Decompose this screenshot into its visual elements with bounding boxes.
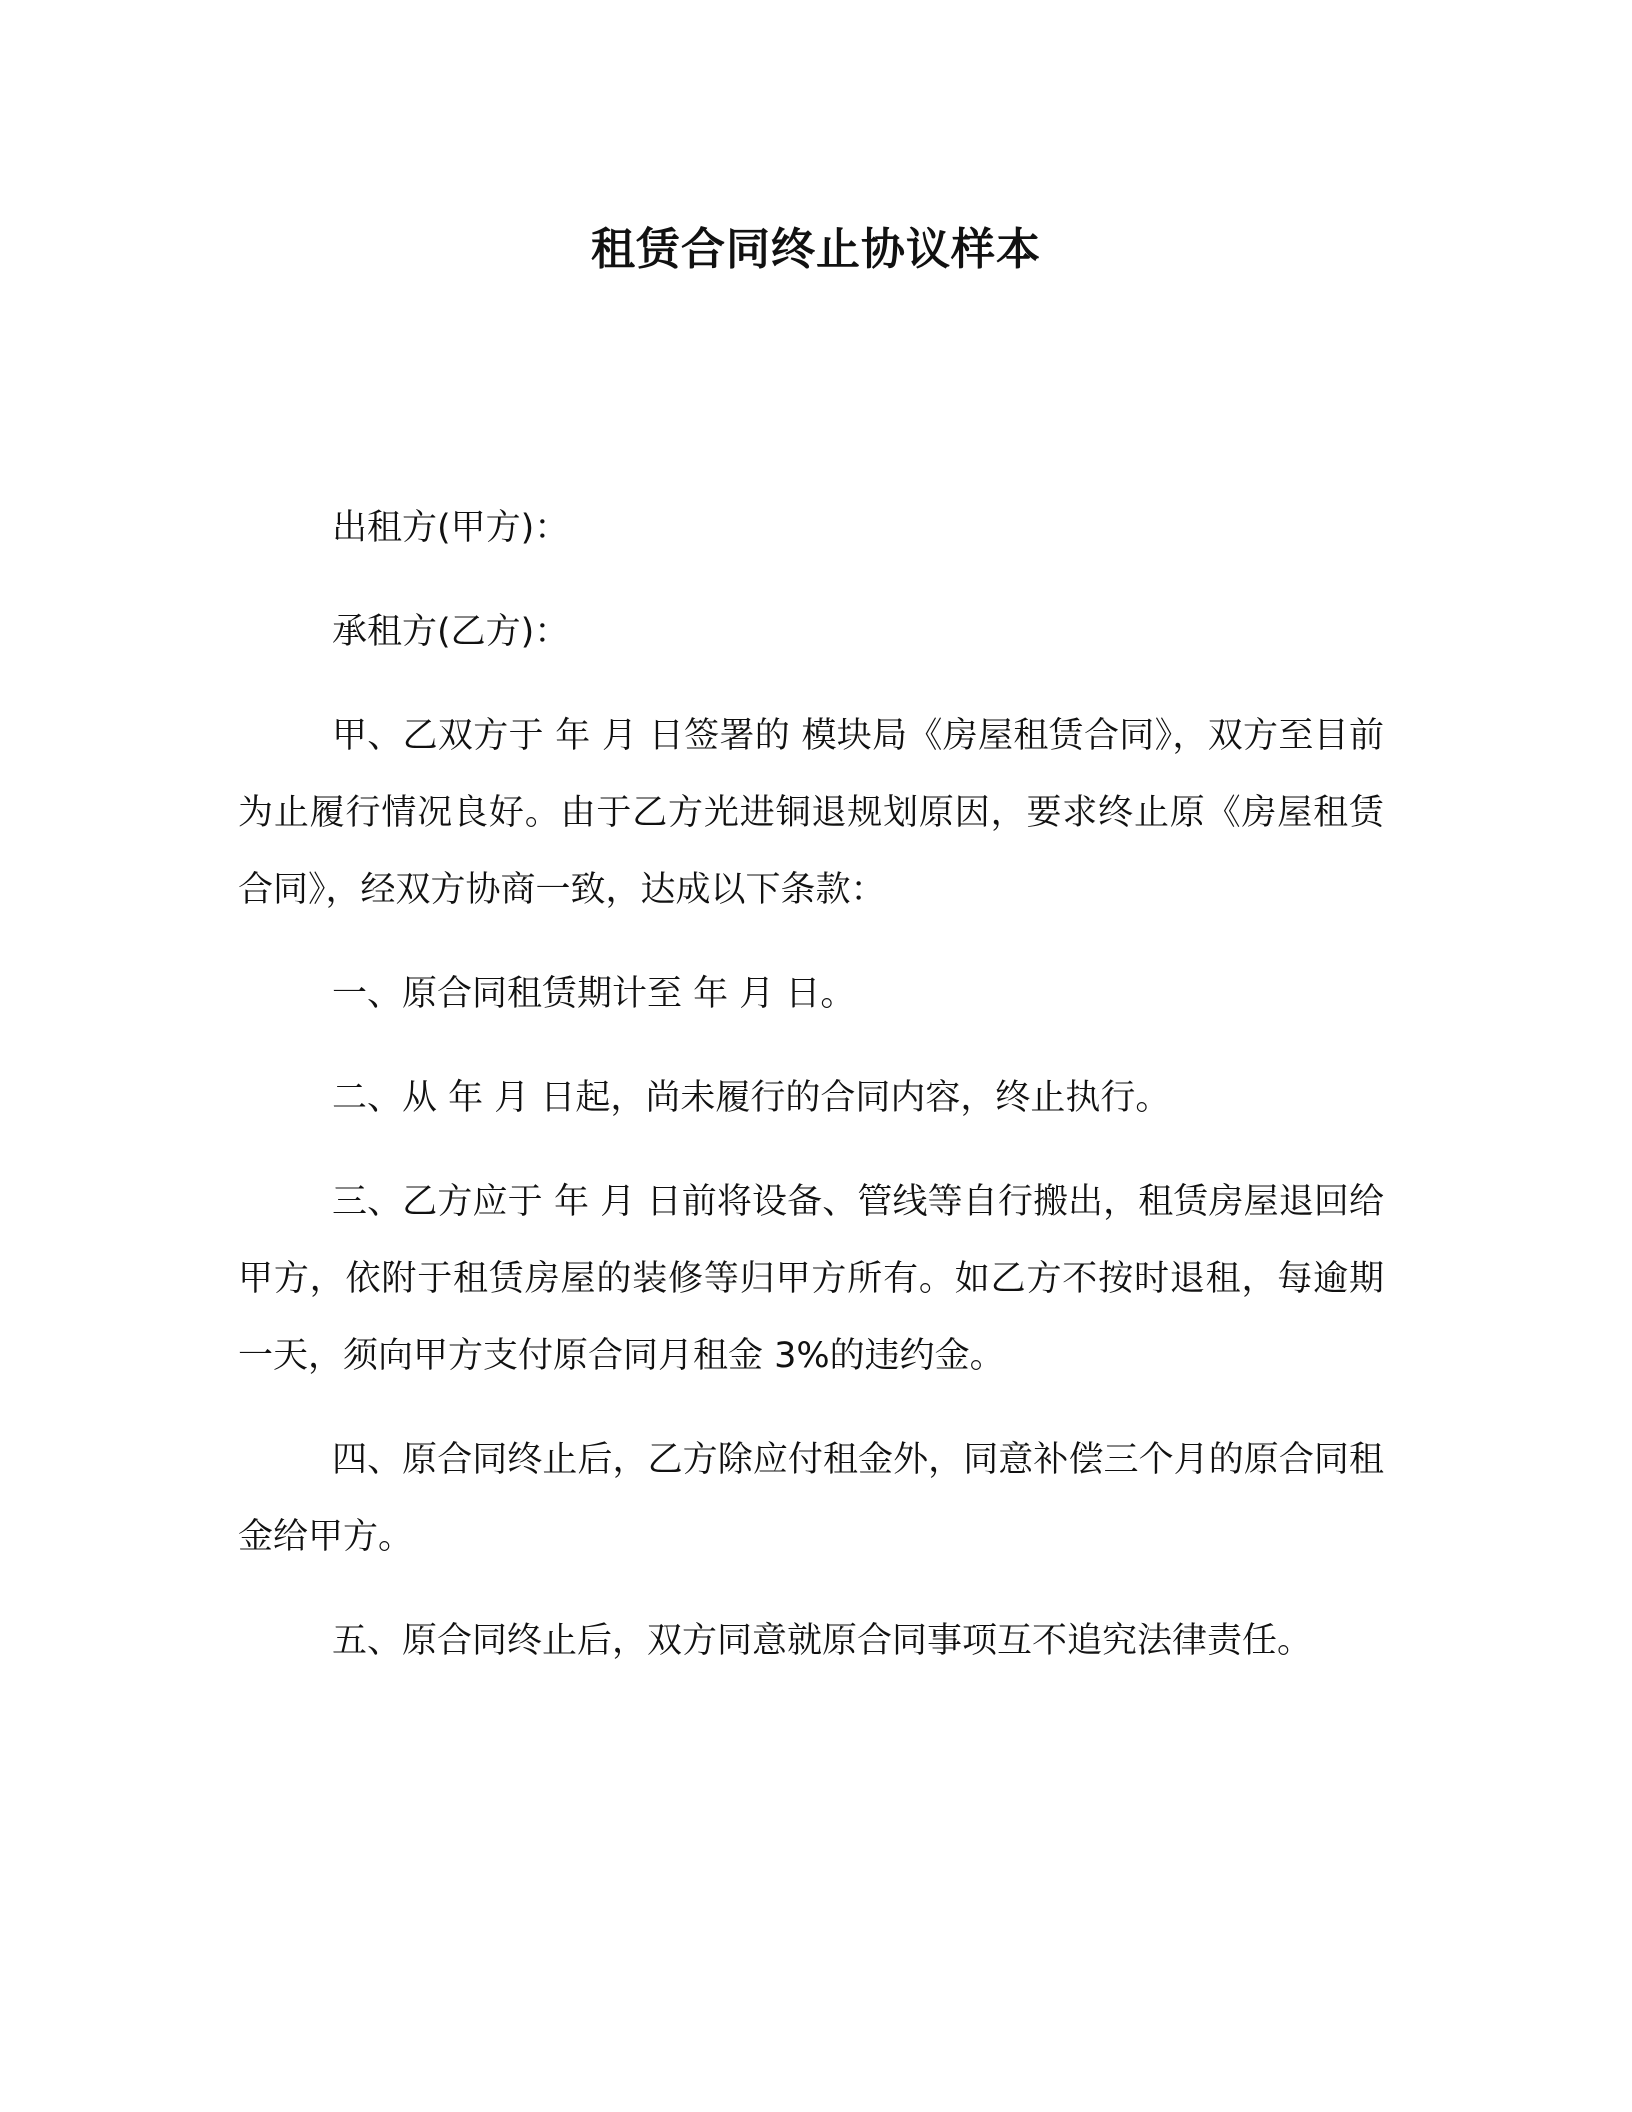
- party-a-line: 出租方(甲方)：: [332, 508, 570, 548]
- clause-2: 二、从 年 月 日起，尚未履行的合同内容，终止执行。: [332, 1078, 1171, 1118]
- clause-1: 一、原合同租赁期计至 年 月 日。: [332, 974, 856, 1014]
- clause-3: 三、乙方应于 年 月 日前将设备、管线等自行搬出，租赁房屋退回给甲方，依附于租赁房屋的装修等归甲方所有。如乙方不按时退租，每逾期一天，须向甲方支付原合同月租金 3%的违约金。: [238, 1182, 1384, 1376]
- document-title: 租赁合同终止协议样本: [591, 224, 1041, 275]
- party-b-line: 承租方(乙方)：: [332, 612, 570, 652]
- preamble-paragraph: 甲、乙双方于 年 月 日签署的 模块局《房屋租赁合同》，双方至目前为止履行情况良好。由于乙方光进铜退规划原因，要求终止原《房屋租赁合同》，经双方协商一致，达成以下条款：: [238, 716, 1384, 910]
- clause-4: 四、原合同终止后，乙方除应付租金外，同意补偿三个月的原合同租金给甲方。: [238, 1440, 1384, 1557]
- document-body: [238, 490, 1384, 1707]
- clause-5: 五、原合同终止后，双方同意就原合同事项互不追究法律责任。: [332, 1621, 1313, 1661]
